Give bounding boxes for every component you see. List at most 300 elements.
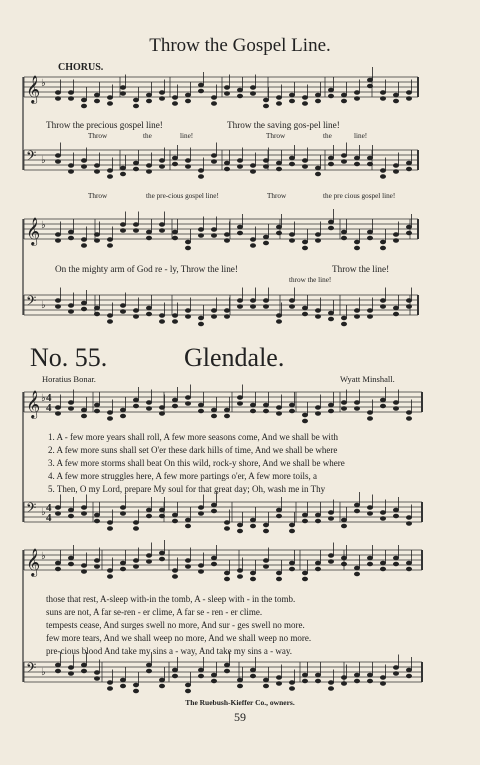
note-head xyxy=(146,93,151,97)
note-head xyxy=(289,529,294,533)
note-head xyxy=(172,575,177,579)
note-head xyxy=(276,571,281,575)
note-head xyxy=(146,99,151,103)
note-head xyxy=(380,175,385,179)
note-head xyxy=(263,403,268,407)
note-head xyxy=(172,398,177,402)
flat-key-signature-icon: ♭ xyxy=(41,667,46,678)
note-head xyxy=(354,162,359,166)
note-head xyxy=(406,97,411,101)
note-head xyxy=(289,156,294,160)
note-head xyxy=(81,301,86,305)
note-head xyxy=(341,518,346,522)
note-head xyxy=(393,666,398,670)
note-head xyxy=(302,246,307,250)
note-head xyxy=(406,161,411,165)
note-head xyxy=(68,562,73,566)
note-head xyxy=(198,316,203,320)
note-head xyxy=(328,687,333,691)
note-head xyxy=(94,403,99,407)
note-head xyxy=(198,83,203,87)
note-head xyxy=(55,506,60,510)
note-head xyxy=(159,551,164,555)
note-head xyxy=(133,309,138,313)
note-head xyxy=(185,518,190,522)
note-head xyxy=(367,679,372,683)
note-head xyxy=(68,407,73,411)
note-head xyxy=(55,512,60,516)
verse-part1-2: 2. A few more suns shall set O'er these dark hills of time, And we shall be where xyxy=(48,445,338,455)
note-head xyxy=(172,230,177,234)
note-head xyxy=(367,315,372,319)
note-head xyxy=(302,240,307,244)
note-head xyxy=(55,91,60,95)
note-head xyxy=(289,523,294,527)
note-head xyxy=(81,104,86,108)
note-head xyxy=(211,228,216,232)
note-head xyxy=(263,104,268,108)
note-head xyxy=(263,523,268,527)
note-head xyxy=(120,86,125,90)
note-head xyxy=(55,299,60,303)
verse-part2-2: suns are not, A far se-ren - er clime, A far se - ren - er clime. xyxy=(46,607,263,617)
note-head xyxy=(107,169,112,173)
note-head xyxy=(341,154,346,158)
lyric-row2-lower: throw the line! xyxy=(289,276,332,284)
note-head xyxy=(198,175,203,179)
note-head xyxy=(328,156,333,160)
note-head xyxy=(68,310,73,314)
lyricist: Horatius Bonar. xyxy=(42,374,96,384)
note-head xyxy=(406,567,411,571)
note-head xyxy=(367,411,372,415)
note-head xyxy=(393,239,398,243)
note-head xyxy=(263,98,268,102)
note-head xyxy=(107,527,112,531)
note-head xyxy=(68,236,73,240)
note-head xyxy=(237,402,242,406)
note-head xyxy=(55,233,60,237)
flat-key-signature-icon: ♭ xyxy=(41,220,46,231)
note-head xyxy=(81,98,86,102)
note-head xyxy=(354,401,359,405)
note-head xyxy=(263,305,268,309)
note-head xyxy=(276,406,281,410)
note-head xyxy=(315,673,320,677)
note-head xyxy=(354,91,359,95)
note-head xyxy=(406,225,411,229)
note-head xyxy=(250,668,255,672)
note-head xyxy=(237,305,242,309)
note-head xyxy=(172,314,177,318)
chorus-label: CHORUS. xyxy=(58,62,104,73)
note-head xyxy=(289,233,294,237)
note-head xyxy=(341,556,346,560)
note-head xyxy=(120,223,125,227)
treble-clef-icon: 𝄞 xyxy=(26,548,41,576)
note-head xyxy=(328,409,333,413)
note-head xyxy=(224,309,229,313)
note-head xyxy=(146,230,151,234)
note-head xyxy=(94,671,99,675)
note-head xyxy=(341,407,346,411)
note-head xyxy=(380,682,385,686)
note-head xyxy=(380,97,385,101)
note-head xyxy=(380,299,385,303)
note-head xyxy=(328,162,333,166)
note-head xyxy=(81,570,86,574)
note-head xyxy=(354,572,359,576)
note-head xyxy=(159,159,164,163)
note-head xyxy=(315,567,320,571)
note-head xyxy=(172,519,177,523)
note-head xyxy=(354,503,359,507)
note-head xyxy=(380,246,385,250)
note-head xyxy=(68,230,73,234)
note-head xyxy=(341,322,346,326)
note-head xyxy=(354,315,359,319)
note-head xyxy=(224,86,229,90)
note-head xyxy=(341,316,346,320)
note-head xyxy=(315,309,320,313)
note-head xyxy=(198,234,203,238)
note-head xyxy=(159,91,164,95)
note-head xyxy=(159,314,164,318)
page-number: 59 xyxy=(234,710,246,724)
note-head xyxy=(406,167,411,171)
note-head xyxy=(315,519,320,523)
note-head xyxy=(302,673,307,677)
lyric-row2-upper: On the mighty arm of God re - ly, Throw the line! xyxy=(55,264,238,274)
lyric-row1-lower-2: the xyxy=(143,132,152,140)
note-head xyxy=(107,102,112,106)
note-head xyxy=(211,309,216,313)
note-head xyxy=(68,91,73,95)
note-head xyxy=(120,310,125,314)
note-head xyxy=(172,156,177,160)
note-head xyxy=(263,235,268,239)
treble-clef-icon: 𝄞 xyxy=(26,390,41,418)
lyric-bass-1: Throw xyxy=(88,192,108,200)
note-head xyxy=(81,244,86,248)
note-head xyxy=(211,408,216,412)
note-head xyxy=(159,508,164,512)
note-head xyxy=(289,687,294,691)
note-head xyxy=(55,305,60,309)
note-head xyxy=(276,314,281,318)
note-head xyxy=(380,561,385,565)
note-head xyxy=(250,524,255,528)
note-head xyxy=(94,93,99,97)
note-head xyxy=(276,231,281,235)
note-head xyxy=(380,404,385,408)
note-head xyxy=(263,684,268,688)
note-head xyxy=(276,161,281,165)
note-head xyxy=(276,412,281,416)
note-head xyxy=(172,96,177,100)
note-head xyxy=(328,88,333,92)
note-head xyxy=(367,673,372,677)
note-head xyxy=(185,165,190,169)
note-head xyxy=(406,522,411,526)
note-head xyxy=(120,229,125,233)
lyric-row2-upper-end: Throw the line! xyxy=(332,264,390,274)
note-head xyxy=(406,516,411,520)
note-head xyxy=(315,406,320,410)
note-head xyxy=(185,99,190,103)
note-head xyxy=(341,682,346,686)
note-head xyxy=(172,674,177,678)
note-head xyxy=(94,239,99,243)
note-head xyxy=(107,575,112,579)
note-head xyxy=(406,561,411,565)
note-head xyxy=(159,320,164,324)
note-head xyxy=(133,167,138,171)
note-head xyxy=(146,170,151,174)
note-head xyxy=(172,404,177,408)
note-head xyxy=(172,236,177,240)
time-signature: 4 xyxy=(46,502,52,514)
flat-key-signature-icon: ♭ xyxy=(41,78,46,89)
note-head xyxy=(185,240,190,244)
note-head xyxy=(393,170,398,174)
note-head xyxy=(133,223,138,227)
note-head xyxy=(341,160,346,164)
verse-part1-4: 4. A few more struggles here, A few more partings o'er, A few more toils, a xyxy=(48,471,317,481)
composer: Wyatt Minshall. xyxy=(340,374,395,384)
note-head xyxy=(380,517,385,521)
note-head xyxy=(68,508,73,512)
song2-number: No. 55. xyxy=(30,343,108,372)
note-head xyxy=(224,161,229,165)
note-head xyxy=(263,409,268,413)
note-head xyxy=(393,556,398,560)
note-head xyxy=(94,233,99,237)
note-head xyxy=(146,312,151,316)
bass-clef-icon: 𝄢 xyxy=(26,293,37,312)
note-head xyxy=(380,567,385,571)
verse-part2-5: pre-cious blood And take my sins a - way, And take my sins a - way. xyxy=(46,646,293,656)
note-head xyxy=(107,521,112,525)
note-head xyxy=(198,668,203,672)
verse-part2-1: those that rest, A-sleep with-in the tomb, A - sleep with - in the tomb. xyxy=(46,594,296,604)
note-head xyxy=(185,683,190,687)
note-head xyxy=(289,299,294,303)
note-head xyxy=(302,312,307,316)
note-head xyxy=(315,315,320,319)
note-head xyxy=(133,527,138,531)
note-head xyxy=(146,514,151,518)
note-head xyxy=(250,92,255,96)
note-head xyxy=(211,414,216,418)
note-head xyxy=(393,233,398,237)
note-head xyxy=(367,84,372,88)
note-head xyxy=(328,517,333,521)
note-head xyxy=(367,512,372,516)
note-head xyxy=(133,315,138,319)
note-head xyxy=(55,669,60,673)
note-head xyxy=(68,666,73,670)
note-head xyxy=(159,557,164,561)
note-head xyxy=(68,164,73,168)
note-head xyxy=(120,678,125,682)
note-head xyxy=(380,91,385,95)
note-head xyxy=(133,404,138,408)
note-head xyxy=(328,94,333,98)
lyric-bass-2: the pre-cious gospel line! xyxy=(146,192,219,200)
note-head xyxy=(406,91,411,95)
note-head xyxy=(276,676,281,680)
note-head xyxy=(289,93,294,97)
time-signature: 4 xyxy=(46,392,52,404)
note-head xyxy=(94,170,99,174)
note-head xyxy=(224,408,229,412)
note-head xyxy=(55,663,60,667)
note-head xyxy=(224,315,229,319)
note-head xyxy=(133,161,138,165)
note-head xyxy=(250,170,255,174)
note-head xyxy=(276,167,281,171)
note-head xyxy=(289,305,294,309)
note-head xyxy=(302,519,307,523)
note-head xyxy=(406,674,411,678)
note-head xyxy=(81,414,86,418)
note-head xyxy=(55,567,60,571)
note-head xyxy=(68,514,73,518)
note-head xyxy=(315,233,320,237)
note-head xyxy=(237,165,242,169)
note-head xyxy=(302,102,307,106)
note-head xyxy=(224,527,229,531)
verse-part2-4: few more tears, And we shall weep no more, And we shall weep no more. xyxy=(46,633,312,643)
note-head xyxy=(263,559,268,563)
note-head xyxy=(172,320,177,324)
note-head xyxy=(224,577,229,581)
bass-clef-icon: 𝄢 xyxy=(26,500,37,519)
note-head xyxy=(211,556,216,560)
treble-clef-icon: 𝄞 xyxy=(26,75,41,103)
note-head xyxy=(250,86,255,90)
lyric-row1-lower-6: line! xyxy=(354,132,368,140)
note-head xyxy=(146,407,151,411)
note-head xyxy=(120,506,125,510)
note-head xyxy=(81,506,86,510)
note-head xyxy=(185,689,190,693)
note-head xyxy=(81,512,86,516)
note-head xyxy=(380,305,385,309)
note-head xyxy=(354,673,359,677)
note-head xyxy=(185,246,190,250)
note-head xyxy=(328,511,333,515)
note-head xyxy=(120,166,125,170)
note-head xyxy=(159,229,164,233)
note-head xyxy=(406,299,411,303)
note-head xyxy=(276,96,281,100)
note-head xyxy=(302,419,307,423)
note-head xyxy=(276,682,281,686)
note-head xyxy=(198,403,203,407)
note-head xyxy=(211,673,216,677)
note-head xyxy=(237,299,242,303)
note-head xyxy=(302,159,307,163)
note-head xyxy=(211,154,216,158)
note-head xyxy=(328,220,333,224)
note-head xyxy=(237,529,242,533)
note-head xyxy=(107,417,112,421)
note-head xyxy=(68,556,73,560)
note-head xyxy=(120,561,125,565)
note-head xyxy=(133,521,138,525)
note-head xyxy=(393,93,398,97)
note-head xyxy=(224,233,229,237)
note-head xyxy=(146,401,151,405)
note-head xyxy=(250,577,255,581)
note-head xyxy=(302,306,307,310)
note-head xyxy=(341,236,346,240)
note-head xyxy=(81,663,86,667)
bass-clef-icon: 𝄢 xyxy=(26,148,37,167)
note-head xyxy=(55,97,60,101)
note-head xyxy=(237,523,242,527)
note-head xyxy=(81,564,86,568)
note-head xyxy=(81,307,86,311)
note-head xyxy=(211,509,216,513)
note-head xyxy=(146,663,151,667)
note-head xyxy=(68,97,73,101)
note-head xyxy=(263,678,268,682)
note-head xyxy=(81,669,86,673)
note-head xyxy=(120,304,125,308)
note-head xyxy=(185,159,190,163)
note-head xyxy=(237,678,242,682)
note-head xyxy=(172,569,177,573)
note-head xyxy=(224,521,229,525)
note-head xyxy=(289,561,294,565)
note-head xyxy=(94,312,99,316)
note-head xyxy=(302,96,307,100)
note-head xyxy=(289,162,294,166)
note-head xyxy=(289,567,294,571)
note-head xyxy=(250,571,255,575)
note-head xyxy=(224,239,229,243)
note-head xyxy=(237,569,242,573)
note-head xyxy=(328,681,333,685)
lyric-row1-lower-3: line! xyxy=(180,132,194,140)
note-head xyxy=(237,396,242,400)
note-head xyxy=(198,570,203,574)
note-head xyxy=(211,315,216,319)
note-head xyxy=(94,559,99,563)
note-head xyxy=(406,231,411,235)
note-head xyxy=(94,519,99,523)
note-head xyxy=(315,412,320,416)
note-head xyxy=(367,417,372,421)
note-head xyxy=(367,236,372,240)
note-head xyxy=(159,678,164,682)
note-head xyxy=(263,241,268,245)
flat-key-signature-icon: ♭ xyxy=(41,155,46,166)
note-head xyxy=(354,407,359,411)
note-head xyxy=(120,92,125,96)
note-head xyxy=(237,684,242,688)
note-head xyxy=(302,413,307,417)
note-head xyxy=(354,509,359,513)
note-head xyxy=(354,679,359,683)
note-head xyxy=(250,409,255,413)
note-head xyxy=(237,231,242,235)
note-head xyxy=(81,165,86,169)
note-head xyxy=(198,506,203,510)
